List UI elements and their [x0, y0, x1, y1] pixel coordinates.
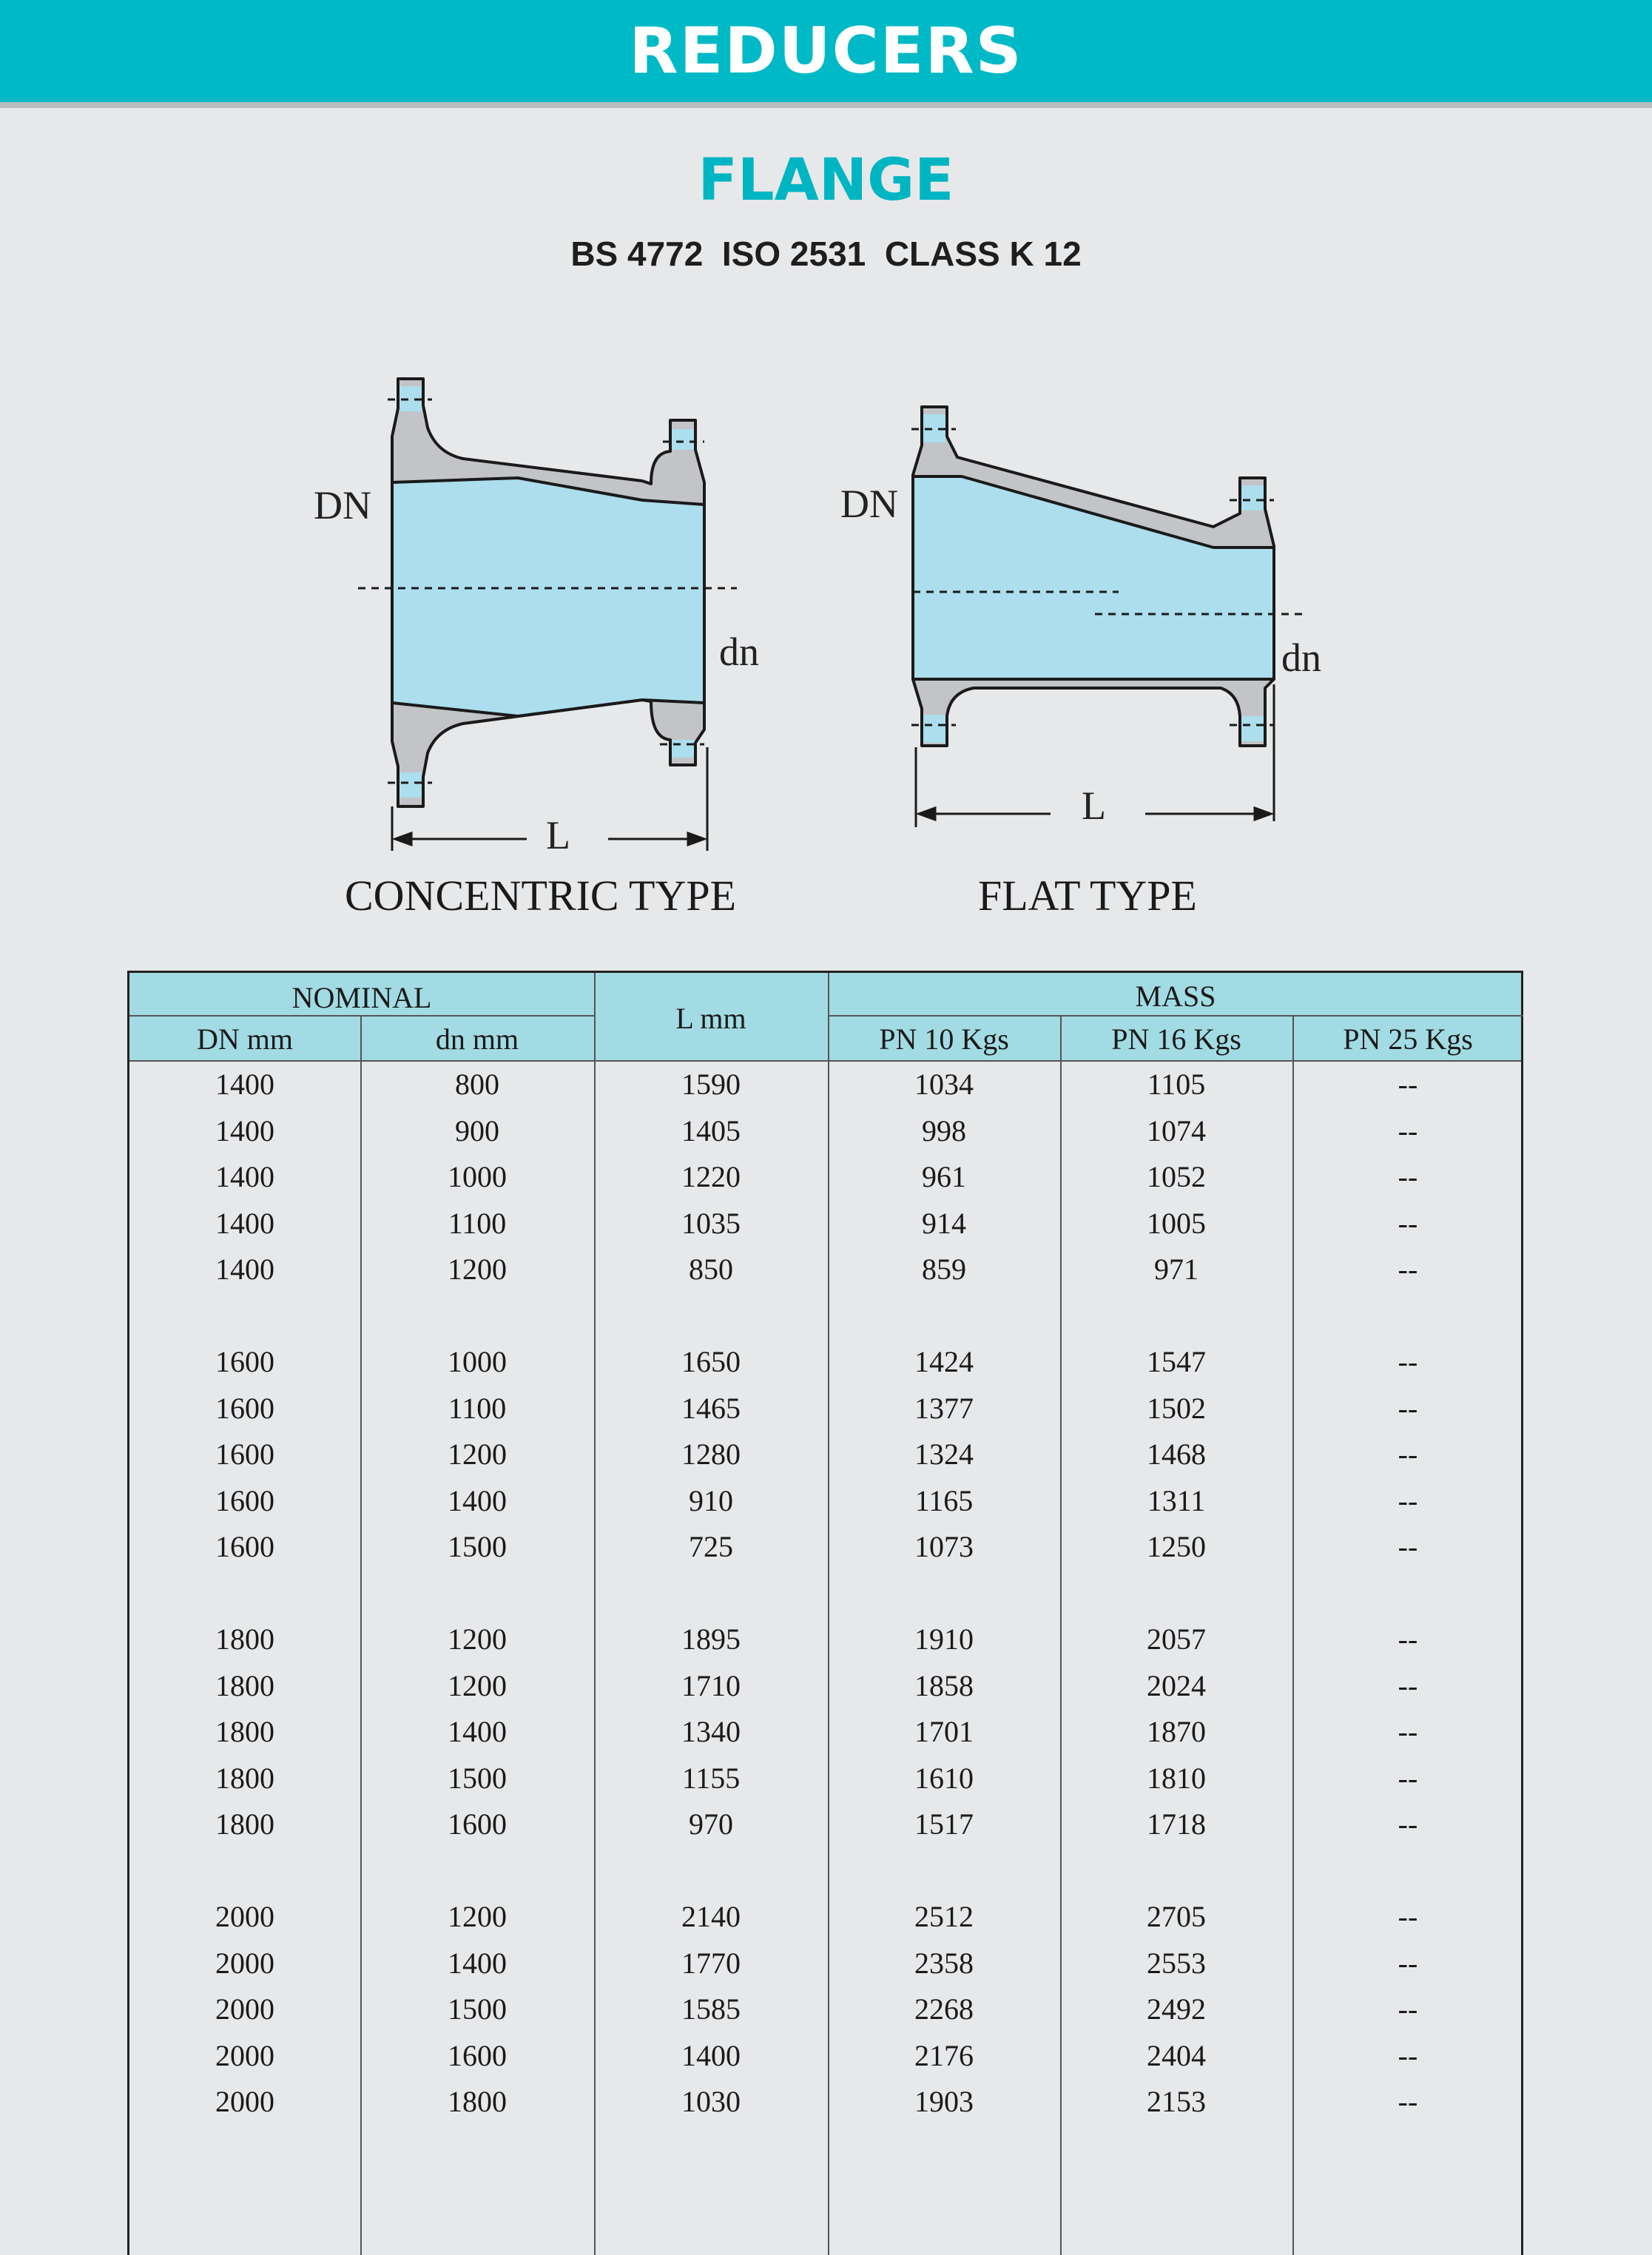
table-row: [129, 1986, 1521, 2032]
cell-pn10: 2358: [914, 1946, 974, 1980]
cell-length: 1035: [681, 1206, 741, 1240]
table-row: [129, 1386, 1521, 1432]
cell-pn10: 914: [922, 1206, 966, 1240]
concentric-bolt-hole: [399, 772, 422, 798]
cell-dn: 1400: [215, 1253, 274, 1286]
cell-pn10: 961: [922, 1160, 966, 1193]
cell-small-dn: 1400: [448, 1483, 507, 1517]
flat-length-label: L: [1082, 783, 1106, 828]
cell-small-dn: 1200: [448, 1437, 507, 1471]
cell-small-dn: 1500: [448, 1530, 507, 1563]
cell-small-dn: 1500: [448, 1761, 507, 1795]
cell-dn: 1600: [215, 1483, 274, 1517]
cell-dn: 2000: [215, 1992, 274, 2026]
col-header-pn16: PN 16 Kgs: [1111, 1022, 1241, 1056]
flat-caption: FLAT TYPE: [978, 872, 1197, 920]
reducer-diagram-svg: [0, 348, 1652, 940]
cell-pn16: 1502: [1147, 1391, 1206, 1425]
cell-pn25: --: [1398, 1715, 1418, 1748]
table-row: [129, 1617, 1521, 1662]
cell-dn: 1600: [215, 1391, 274, 1425]
cell-pn10: 1858: [914, 1668, 974, 1702]
cell-length: 1465: [681, 1391, 741, 1425]
cell-length: 1770: [681, 1946, 741, 1980]
cell-pn16: 1718: [1147, 1807, 1206, 1841]
header-divider: [129, 1015, 594, 1017]
cell-dn: 2000: [215, 1946, 274, 1980]
cell-dn: 1400: [215, 1113, 274, 1147]
flat-bolt-hole: [923, 715, 945, 743]
cell-length: 1895: [681, 1622, 741, 1656]
cell-pn10: 1701: [914, 1715, 974, 1748]
cell-length: 1590: [681, 1068, 741, 1101]
table-row: [129, 1062, 1521, 1108]
cell-length: 1405: [681, 1113, 741, 1147]
cell-pn25: --: [1398, 1437, 1418, 1471]
cell-dn: 2000: [215, 2085, 274, 2118]
cell-length: 1710: [681, 1668, 741, 1702]
cell-small-dn: 1200: [448, 1668, 507, 1702]
cell-pn16: 2492: [1147, 1992, 1206, 2026]
cell-pn16: 1250: [1147, 1530, 1206, 1563]
table-row: [129, 1154, 1521, 1200]
cell-pn10: 1903: [914, 2085, 974, 2118]
cell-pn10: 1610: [914, 1761, 974, 1795]
cell-pn25: --: [1398, 1900, 1418, 1933]
cell-pn10: 1517: [914, 1807, 974, 1841]
cell-small-dn: 1100: [448, 1206, 507, 1240]
table-row: [129, 1756, 1521, 1801]
concentric-dn-label: DN: [314, 483, 371, 527]
cell-pn16: 1870: [1147, 1715, 1206, 1748]
col-header-pn25: PN 25 Kgs: [1343, 1022, 1473, 1056]
cell-small-dn: 1400: [448, 1715, 507, 1748]
cell-pn16: 1074: [1147, 1113, 1206, 1147]
cell-length: 725: [689, 1530, 733, 1563]
cell-pn10: 2176: [914, 2038, 974, 2072]
cell-length: 1585: [681, 1992, 741, 2026]
cell-pn25: --: [1398, 1807, 1418, 1841]
cell-dn: 1800: [215, 1761, 274, 1795]
flat-bolt-hole: [1241, 716, 1264, 741]
table-row: [129, 1709, 1521, 1755]
cell-pn16: 2057: [1147, 1622, 1206, 1656]
flat-dn-label: DN: [840, 482, 898, 526]
flat-bolt-hole: [1241, 485, 1264, 510]
table-row: [129, 2079, 1521, 2125]
table-row: [129, 1339, 1521, 1385]
page-title: REDUCERS: [629, 14, 1023, 88]
cell-dn: 2000: [215, 2038, 274, 2072]
concentric-small-dn-label: dn: [719, 630, 759, 674]
cell-pn10: 1165: [914, 1483, 974, 1517]
concentric-bolt-hole: [672, 429, 694, 450]
cell-pn16: 1052: [1147, 1160, 1206, 1193]
table-row: [129, 1247, 1521, 1292]
banner-shadow: [0, 102, 1652, 108]
cell-dn: 1800: [215, 1715, 274, 1748]
table-row: [129, 2033, 1521, 2079]
cell-length: 1155: [681, 1761, 741, 1795]
cell-small-dn: 1100: [448, 1391, 507, 1425]
cell-pn10: 1324: [914, 1437, 974, 1471]
cell-pn25: --: [1398, 1483, 1418, 1517]
cell-pn16: 1105: [1147, 1068, 1206, 1101]
table-row: [129, 1432, 1521, 1477]
cell-pn10: 1377: [914, 1391, 974, 1425]
col-header-dn: DN mm: [197, 1022, 293, 1056]
cell-pn16: 2153: [1147, 2085, 1206, 2118]
col-header-small-dn: dn mm: [435, 1022, 519, 1056]
cell-pn16: 1005: [1147, 1206, 1206, 1240]
cell-length: 1650: [681, 1345, 741, 1378]
header-banner: [0, 0, 1652, 102]
cell-pn25: --: [1398, 1253, 1418, 1286]
mass-header: MASS: [1135, 980, 1216, 1013]
cell-dn: 1600: [215, 1437, 274, 1471]
cell-pn16: 1810: [1147, 1761, 1206, 1795]
cell-length: 850: [689, 1253, 733, 1286]
cell-small-dn: 800: [455, 1068, 499, 1101]
flat-small-dn-label: dn: [1281, 636, 1321, 680]
cell-pn10: 2512: [914, 1900, 974, 1933]
cell-pn25: --: [1398, 1668, 1418, 1702]
cell-pn16: 2024: [1147, 1668, 1206, 1702]
cell-pn25: --: [1398, 1206, 1418, 1240]
cell-length: 1030: [681, 2085, 741, 2118]
table-row: [129, 1524, 1521, 1570]
cell-dn: 1600: [215, 1345, 274, 1378]
cell-small-dn: 1000: [448, 1345, 507, 1378]
cell-pn16: 2705: [1147, 1900, 1206, 1933]
cell-length: 970: [689, 1807, 733, 1841]
cell-pn25: --: [1398, 1530, 1418, 1563]
cell-pn25: --: [1398, 1391, 1418, 1425]
cell-pn25: --: [1398, 1160, 1418, 1193]
cell-dn: 1400: [215, 1206, 274, 1240]
concentric-reducer-drawing: [392, 379, 704, 806]
table-row: [129, 1478, 1521, 1524]
cell-pn16: 2404: [1147, 2038, 1206, 2072]
cell-pn25: --: [1398, 1946, 1418, 1980]
cell-pn10: 859: [922, 1253, 966, 1286]
cell-pn16: 2553: [1147, 1946, 1206, 1980]
cell-small-dn: 900: [455, 1113, 499, 1147]
cell-small-dn: 1000: [448, 1160, 507, 1193]
cell-pn25: --: [1398, 2038, 1418, 2072]
cell-length: 1280: [681, 1437, 741, 1471]
concentric-length-label: L: [546, 813, 570, 857]
cell-pn10: 1424: [914, 1345, 974, 1378]
cell-dn: 1800: [215, 1622, 274, 1656]
col-header-pn10: PN 10 Kgs: [879, 1022, 1009, 1056]
section-title: FLANGE: [698, 147, 954, 214]
cell-length: 2140: [681, 1900, 741, 1933]
cell-pn25: --: [1398, 2085, 1418, 2118]
nominal-header: NOMINAL: [291, 981, 432, 1014]
dimensions-table: [127, 971, 1523, 2255]
cell-small-dn: 1600: [448, 2038, 507, 2072]
table-row: [129, 1201, 1521, 1247]
cell-length: 1400: [681, 2038, 741, 2072]
length-header: L mm: [675, 1002, 746, 1035]
cell-small-dn: 1200: [448, 1900, 507, 1933]
cell-small-dn: 1800: [448, 2085, 507, 2118]
cell-pn10: 1910: [914, 1622, 974, 1656]
cell-small-dn: 1600: [448, 1807, 507, 1841]
table-row: [129, 1941, 1521, 1986]
cell-dn: 1800: [215, 1668, 274, 1702]
cell-pn16: 1468: [1147, 1437, 1206, 1471]
cell-length: 1340: [681, 1715, 741, 1748]
cell-dn: 1800: [215, 1807, 274, 1841]
cell-pn25: --: [1398, 1992, 1418, 2026]
cell-pn10: 2268: [914, 1992, 974, 2026]
cell-pn25: --: [1398, 1761, 1418, 1795]
cell-length: 1220: [681, 1160, 741, 1193]
cell-small-dn: 1200: [448, 1253, 507, 1286]
table-row: [129, 1894, 1521, 1940]
cell-dn: 1400: [215, 1068, 274, 1101]
header-divider: [828, 1015, 1523, 1017]
cell-dn: 2000: [215, 1900, 274, 1933]
cell-pn16: 971: [1154, 1253, 1198, 1286]
cell-pn10: 1034: [914, 1068, 974, 1101]
cell-pn25: --: [1398, 1345, 1418, 1378]
concentric-bore: [392, 478, 704, 716]
concentric-caption: CONCENTRIC TYPE: [345, 872, 737, 920]
cell-length: 910: [689, 1483, 733, 1517]
cell-dn: 1600: [215, 1530, 274, 1563]
flat-reducer-drawing: [913, 407, 1274, 746]
cell-dn: 1400: [215, 1160, 274, 1193]
cell-pn16: 1547: [1147, 1345, 1206, 1378]
cell-small-dn: 1400: [448, 1946, 507, 1980]
standards-line: BS 4772 ISO 2531 CLASS K 12: [570, 235, 1082, 273]
cell-pn25: --: [1398, 1622, 1418, 1656]
cell-pn25: --: [1398, 1068, 1418, 1101]
table-row: [129, 1801, 1521, 1847]
reducer-drawings: [0, 348, 1652, 940]
cell-pn25: --: [1398, 1113, 1418, 1147]
cell-pn10: 998: [922, 1113, 966, 1147]
table-row: [129, 1663, 1521, 1709]
cell-small-dn: 1200: [448, 1622, 507, 1656]
table-row: [129, 1108, 1521, 1154]
cell-pn10: 1073: [914, 1530, 974, 1563]
concentric-bolt-hole: [672, 740, 694, 758]
cell-pn16: 1311: [1147, 1483, 1206, 1517]
cell-small-dn: 1500: [448, 1992, 507, 2026]
